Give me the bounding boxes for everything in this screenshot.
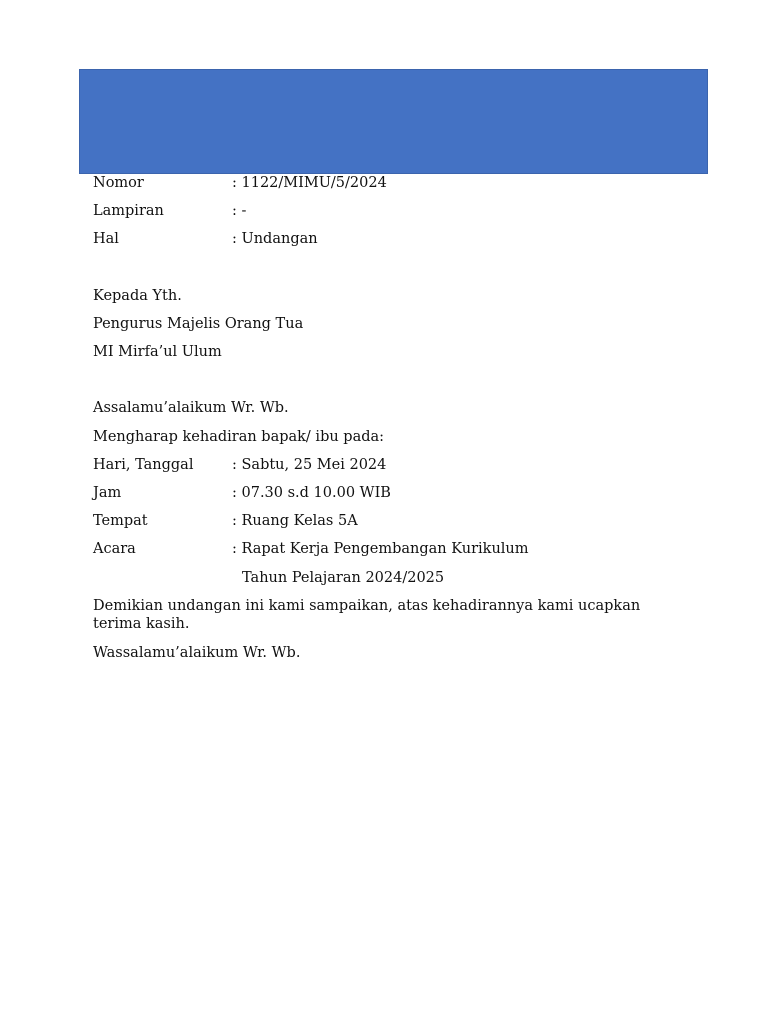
detail-value: : Sabtu, 25 Mei 2024 — [232, 457, 387, 473]
meta-row-lampiran — [93, 202, 246, 220]
meta-value: : Undangan — [232, 231, 318, 247]
meta-value: : 1122/MIMU/5/2024 — [232, 175, 387, 191]
detail-label: Tempat — [93, 513, 148, 529]
closing-paragraph: Demikian undangan ini kami sampaikan, atas kehadirannya kami ucapkan terima kasih. — [93, 598, 641, 632]
recipient-line-3: MI Mirfa’ul Ulum — [93, 344, 222, 360]
detail-row-agenda — [93, 540, 529, 558]
meta-label: Lampiran — [93, 203, 164, 219]
meta-label: Nomor — [93, 175, 144, 191]
meta-label: Hal — [93, 231, 119, 247]
intro-text: Mengharap kehadiran bapak/ ibu pada: — [93, 429, 385, 445]
detail-row-place — [93, 512, 358, 530]
detail-row-date — [93, 456, 386, 474]
recipient-line-2: Pengurus Majelis Orang Tua — [93, 316, 304, 332]
meta-row-nomor — [93, 174, 387, 192]
recipient-line-1: Kepada Yth. — [93, 288, 182, 304]
detail-label: Jam — [93, 485, 122, 501]
detail-label: Acara — [93, 541, 136, 557]
greeting: Assalamu’alaikum Wr. Wb. — [93, 400, 289, 416]
detail-value: : Rapat Kerja Pengembangan Kurikulum — [232, 541, 529, 557]
detail-value: : Ruang Kelas 5A — [232, 513, 358, 529]
meta-value: : - — [232, 203, 247, 219]
meta-row-hal — [93, 230, 318, 248]
farewell: Wassalamu’alaikum Wr. Wb. — [93, 645, 301, 661]
detail-row-time — [93, 484, 391, 502]
agenda-continuation: Tahun Pelajaran 2024/2025 — [242, 570, 445, 586]
detail-label: Hari, Tanggal — [93, 457, 194, 473]
letterhead-band — [79, 69, 708, 174]
detail-value: : 07.30 s.d 10.00 WIB — [232, 485, 391, 501]
